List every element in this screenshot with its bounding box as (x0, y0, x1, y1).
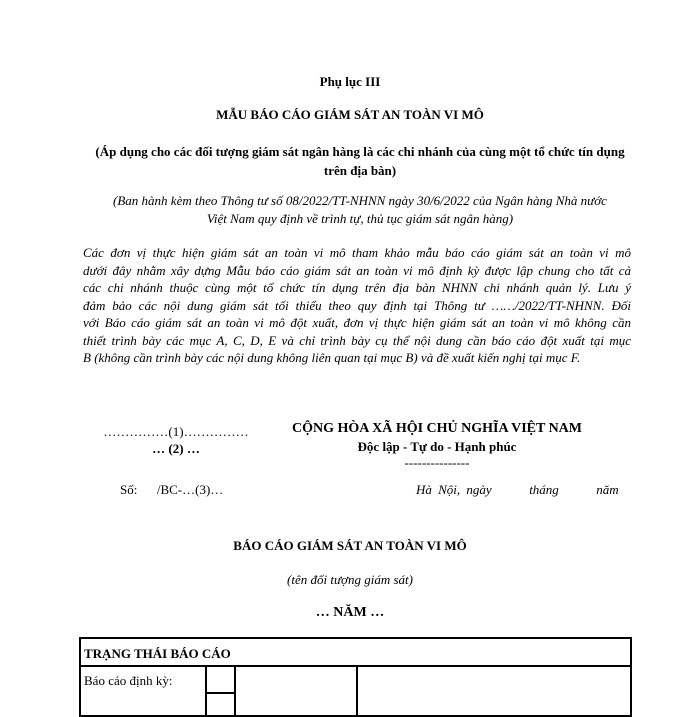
issuance-note (80, 192, 640, 228)
table-column-divider (356, 665, 358, 715)
instruction-line: với Báo cáo giám sát an toàn vi mô đột xuất, đơn vị thực hiện giám sát an toàn vi mô không cần (83, 315, 631, 330)
report-status-table (79, 637, 632, 717)
table-column-divider (234, 665, 236, 715)
report-title: BÁO CÁO GIÁM SÁT AN TOÀN VI MÔ (233, 538, 467, 553)
periodic-report-label: Báo cáo định kỳ: (84, 673, 173, 688)
table-column-divider (205, 665, 207, 715)
report-year: … NĂM … (315, 605, 385, 620)
appendix-label: Phụ lục III (319, 74, 381, 89)
scope-note: (Áp dụng cho các đối tượng giám sát ngân hàng là các chi nhánh của cùng một tổ chức tín dụng trên địa bàn) (95, 144, 625, 178)
instructions-paragraph (83, 244, 631, 367)
report-subject: (tên đối tượng giám sát) (287, 572, 413, 587)
status-header: TRẠNG THÁI BÁO CÁO (81, 639, 630, 667)
instruction-line: các chi nhánh thuộc cùng một tổ chức tín dụng trên địa bàn NHNN chi nhánh quản lý. Lưu ý (83, 280, 631, 295)
instruction-line: thiết trình bày các mục A, C, D, E và chỉ trình bày cụ thể nội dung cần báo cáo đột xuất tại mục (83, 332, 631, 348)
document-title: MẪU BÁO CÁO GIÁM SÁT AN TOÀN VI MÔ (216, 107, 484, 122)
national-title: CỘNG HÒA XÃ HỘI CHỦ NGHĨA VIỆT NAM (291, 421, 582, 436)
issuance-line-2: Việt Nam quy định về trình tự, thủ tục giám sát ngân hàng) (206, 211, 514, 226)
motto-divider: --------------- (404, 455, 470, 470)
issuance-line-1: (Ban hành kèm theo Thông tư số 08/2022/TT-NHNN ngày 30/6/2022 của Ngân hàng Nhà nước (113, 193, 607, 208)
organization-code-placeholder: … (2) … (152, 441, 200, 456)
instruction-line: B (không cần trình bày các nội dung không liên quan tại mục B) và đề xuất kiến nghị tại mục F. (83, 350, 581, 365)
checkbox-row-divider (205, 692, 234, 694)
document-number: Số: /BC-…(3)… (120, 482, 224, 497)
instruction-line: đảm bảo các nội dung giám sát tối thiểu theo quy định tại Thông tư ……/2022/TT-NHNN. Đối (83, 297, 631, 313)
national-motto: Độc lập - Tự do - Hạnh phúc (357, 439, 517, 454)
location-date: Hà Nội, ngày tháng năm (416, 482, 619, 497)
organization-unit-placeholder: ……………(1)…………… (103, 424, 249, 439)
instruction-line: Các đơn vị thực hiện giám sát an toàn vi mô tham khảo mẫu báo cáo giám sát an toàn vi mô (83, 245, 631, 260)
instruction-line: dưới đây nhằm xây dựng Mẫu báo cáo giám sát an toàn vi mô định kỳ được lập chung cho tất cả (83, 262, 631, 278)
